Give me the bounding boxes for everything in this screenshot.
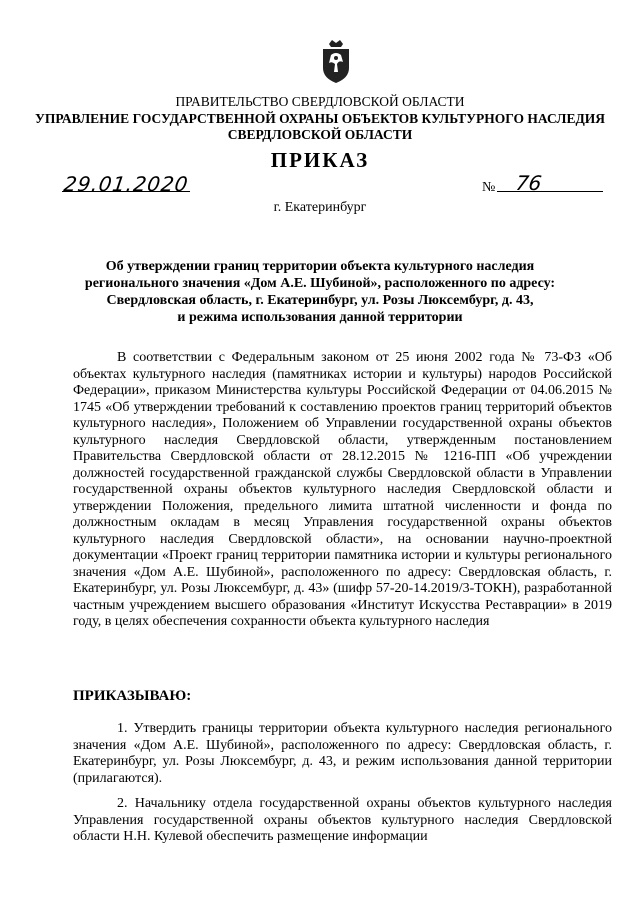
department-line-1: УПРАВЛЕНИЕ ГОСУДАРСТВЕННОЙ ОХРАНЫ ОБЪЕКТОВ КУЛЬТУРНОГО НАСЛЕДИЯ: [34, 111, 606, 126]
department-name: [0, 111, 640, 143]
city: г. Екатеринбург: [273, 200, 367, 215]
preamble-paragraph: В соответствии с Федеральным законом от 25 июня 2002 года № 73-ФЗ «Об объектах культурного наследия (памятниках истории и культуры) народов Российской Федерации», приказом Министерства культуры Российской Федерации от 04.06.2015 № 1745 «Об утверждении требований к составлению проектов границ территорий объектов культурного наследия», Положением об Управлении государственной охраны объектов культурного наследия Свердловской области, утвержденным постановлением Правительства Свердловской области от 28.12.2015 № 1216-ПП «Об учреждении должностей государственной гражданской службы Свердловской области в Управлении государственной охраны объектов культурного наследия Свердловской области и утверждении Положения, предельного лимита штатной численности и фонда по должностным окладам в месяц Управления государственной охраны объектов культурного наследия Свердловской области», на основании научно-проектной документации «Проект границ территории памятника истории и культуры регионального значения «Дом А.Е. Шубиной», расположенного по адресу: Свердловская область, г. Екатеринбург, ул. Розы Люксембург, д. 43» (шифр 57-20-14.2019/3-ТОКН), разработанной частным учреждением высшего образования «Институт Искусства Реставрации» в 2019 году, в целях обеспечения сохранности объекта культурного наследия: [73, 350, 612, 629]
title-line-1: Об утверждении границ территории объекта культурного наследия: [105, 259, 535, 274]
order-date: 29.01.2020: [62, 172, 191, 196]
department-line-2: СВЕРДЛОВСКОЙ ОБЛАСТИ: [227, 127, 413, 142]
order-item-2: 2. Начальнику отдела государственной охраны объектов культурного наследия Управления государственной охраны объектов культурного наследия Свердловской области Н.Н. Кулевой обеспечить размещение информации: [73, 796, 612, 844]
document-title: [0, 258, 640, 326]
title-line-2: регионального значения «Дом А.Е. Шубиной», расположенного по адресу:: [84, 276, 556, 291]
order-word: ПРИКАЗЫВАЮ:: [73, 688, 192, 704]
number-underline: [497, 191, 603, 192]
date-underline: [62, 191, 190, 192]
title-line-4: и режима использования данной территории: [177, 310, 463, 325]
number-label: №: [482, 180, 496, 195]
document-type: ПРИКАЗ: [270, 148, 370, 172]
title-line-3: Свердловская область, г. Екатеринбург, ул. Розы Люксембург, д. 43,: [106, 293, 534, 308]
order-number: 76: [514, 171, 544, 195]
coat-of-arms-emblem: [319, 38, 353, 84]
government-name: ПРАВИТЕЛЬСТВО СВЕРДЛОВСКОЙ ОБЛАСТИ: [175, 94, 465, 109]
order-item-1: 1. Утвердить границы территории объекта культурного наследия регионального значения «Дом А.Е. Шубиной», расположенного по адресу: Свердловская область, г. Екатеринбург, ул. Розы Люксембург, д. 43, и режим использования данной территории (прилагаются).: [73, 721, 612, 786]
